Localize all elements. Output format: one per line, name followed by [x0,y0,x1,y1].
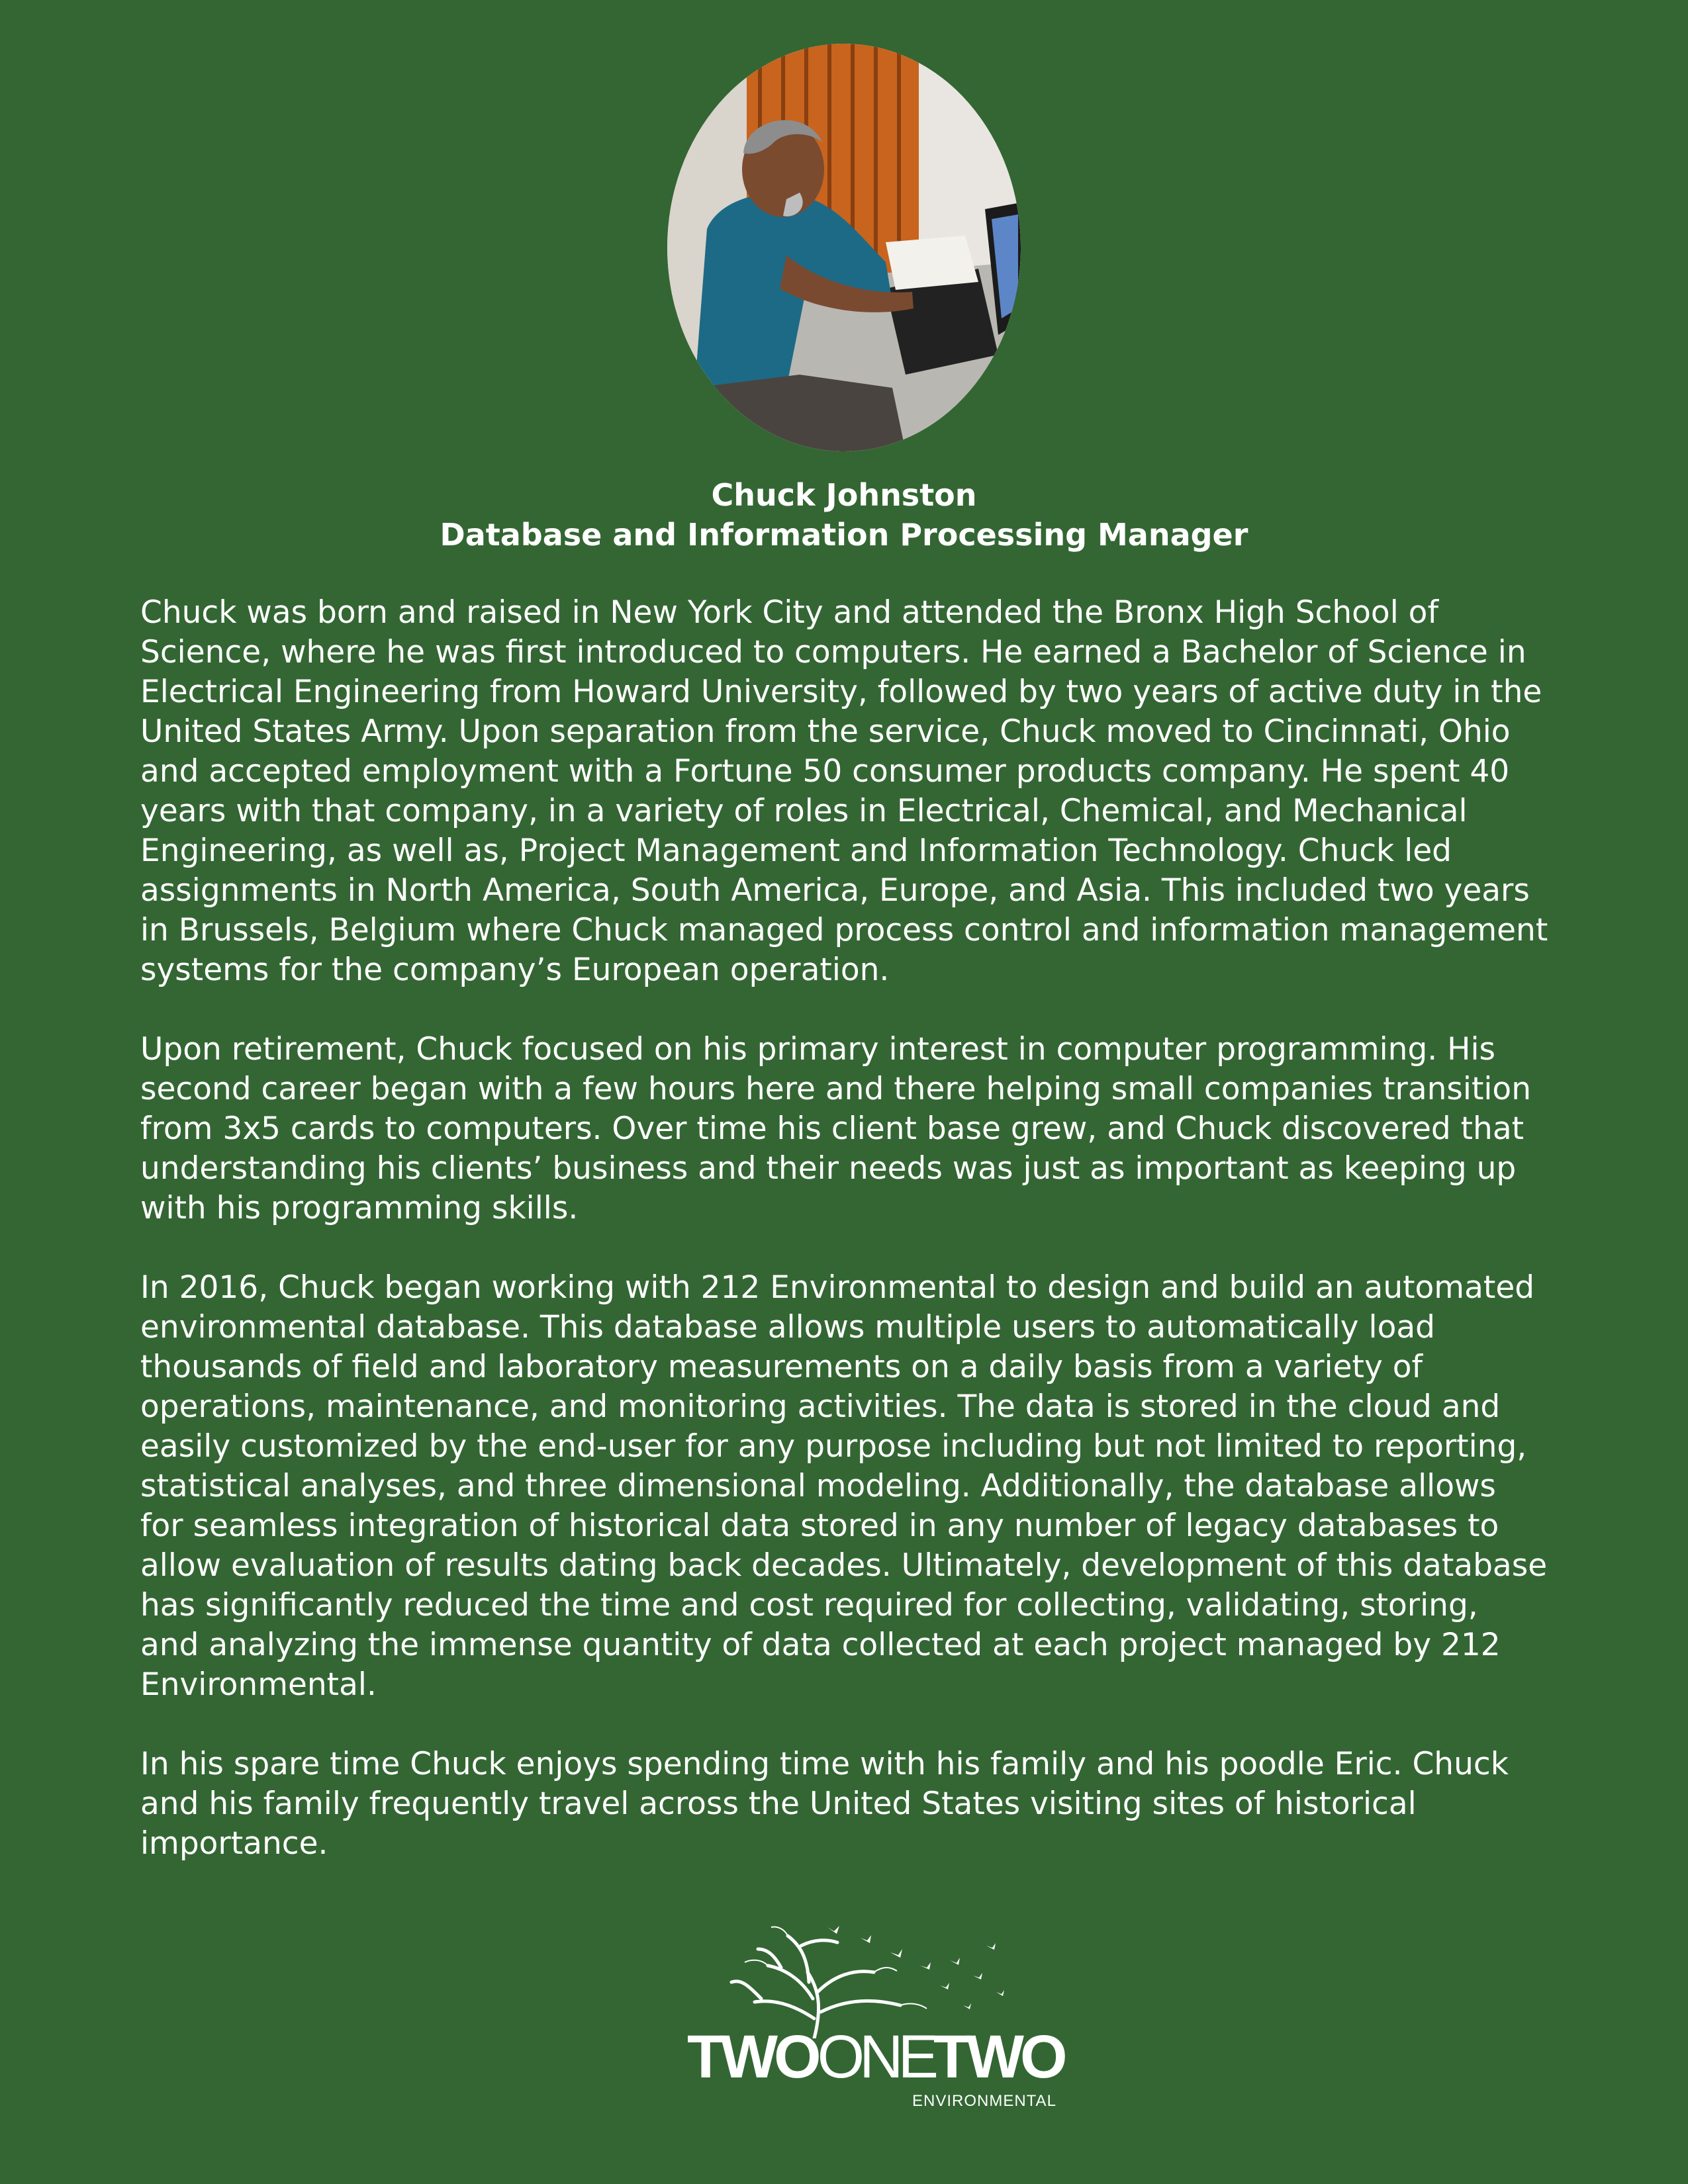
company-logo [682,1919,1064,2110]
bio-paragraph-4: In his spare time Chuck enjoys spending time with his family and his poodle Eric. Chuck and his family frequently travel across the United States visiting sites of historical importance. [140,1746,1509,1862]
portrait-photo [667,44,1021,451]
tree-birds-icon [722,1919,1026,2038]
logo-word-left: TWO [687,2023,818,2091]
bio-paragraph-3: In 2016, Chuck began working with 212 Environmental to design and build an automated environmental database. This database allows multiple users to automatically load thousands of field and laboratory measurements on a daily basis from a variety of operations, maintenance, and monitoring activities. The data is stored in the cloud and easily customized by the end-user for any purpose including but not limited to reporting, statistical analyses, and three dimensional modeling. Additionally, the database allows for seamless integration of historical data stored in any number of legacy databases to allow evaluation of results dating back decades. Ultimately, development of this database has significantly reduced the time and cost required for collecting, validating, storing, and analyzing the immense quantity of data collected at each project managed by 212 Environmental. [140,1269,1548,1703]
logo-wordmark [687,2023,1064,2091]
logo-word-mid: ONE [817,2023,933,2091]
person-title: Database and Information Processing Manager [440,517,1248,553]
bio-paragraph-1: Chuck was born and raised in New York City and attended the Bronx High School of Science, where he was first introduced to computers. He earned a Bachelor of Science in Electrical Engineering from Howard University, followed by two years of active duty in the United States Army. Upon separation from the service, Chuck moved to Cincinnati, Ohio and accepted employment with a Fortune 50 consumer products company. He spent 40 years with that company, in a variety of roles in Electrical, Chemical, and Mechanical Engineering, as well as, Project Management and Information Technology. Chuck led assignments in North America, South America, Europe, and Asia. This included two years in Brussels, Belgium where Chuck managed process control and information management systems for the company’s European operation. [140,594,1548,988]
bio-paragraph-2: Upon retirement, Chuck focused on his primary interest in computer programming. His second career began with a few hours here and there helping small companies transition from 3x5 cards to computers. Over time his client base grew, and Chuck discovered that understanding his clients’ business and their needs was just as important as keeping up with his programming skills. [140,1031,1531,1226]
portrait-illustration [667,44,1021,451]
person-name: Chuck Johnston [711,477,977,513]
logo-word-right: TWO [933,2023,1064,2091]
birds [827,1926,1004,2009]
logo-subtitle: ENVIRONMENTAL [912,2092,1056,2110]
